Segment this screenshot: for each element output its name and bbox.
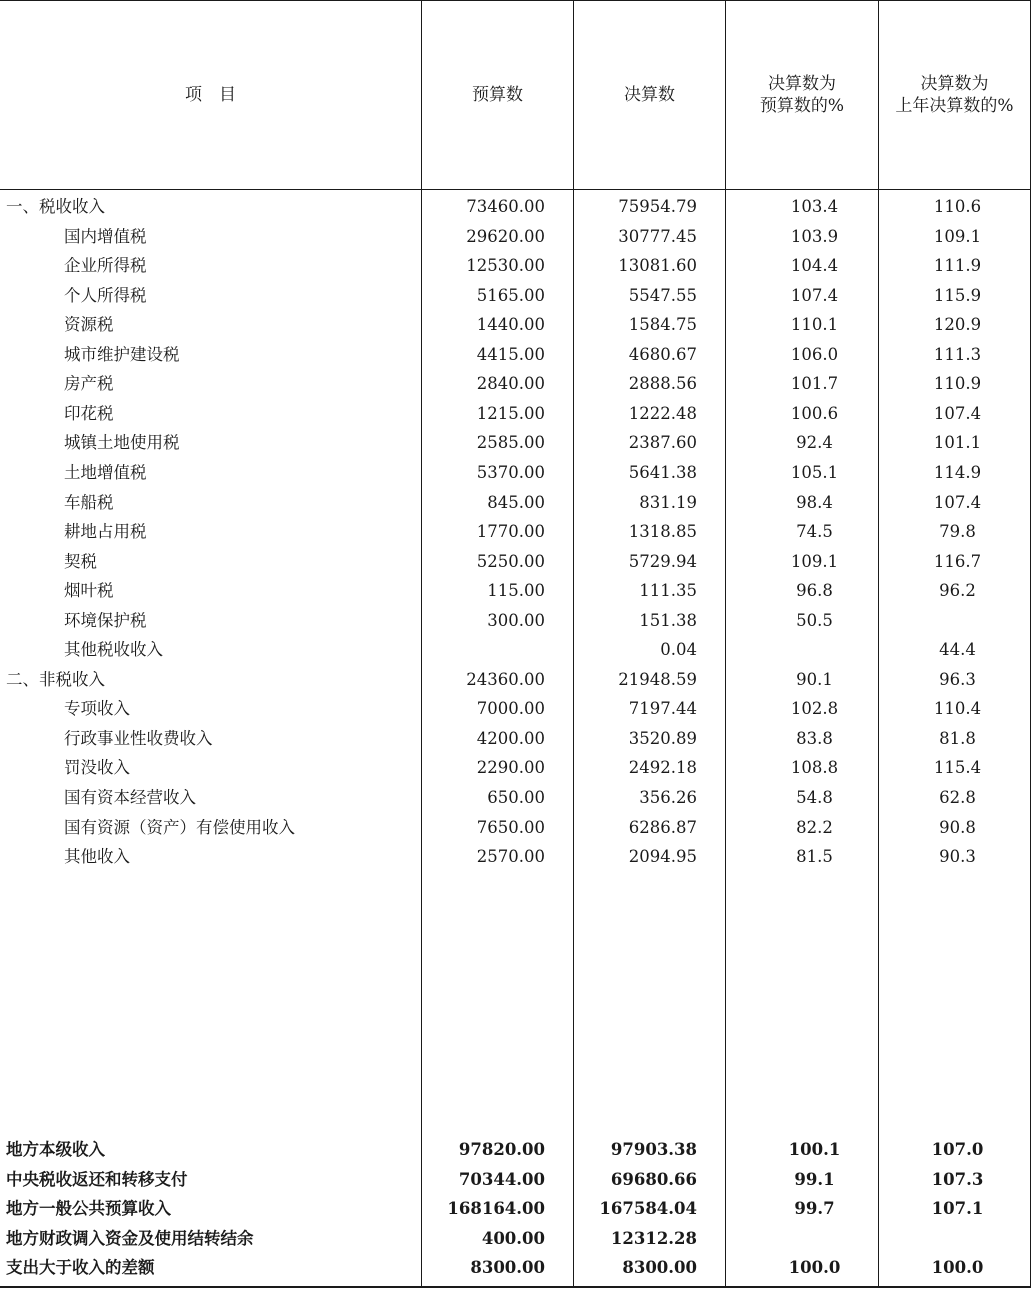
cell-pct-budget: 100.0	[788, 1258, 841, 1277]
cell-pct-last-year: 115.4	[933, 758, 982, 778]
cell-final: 151.38	[639, 610, 697, 630]
cell-final: 30777.45	[618, 226, 697, 246]
cell-final: 2888.56	[628, 374, 697, 394]
row-name: 企业所得税	[64, 256, 147, 276]
cell-final: 75954.79	[618, 197, 697, 216]
cell-final: 356.26	[639, 788, 697, 807]
cell-pct-last-year: 109.1	[933, 226, 982, 246]
cell-pct-budget: 103.9	[790, 226, 839, 246]
cell-budget: 1770.00	[476, 522, 545, 542]
total-row	[0, 1224, 1031, 1254]
cell-pct-budget	[727, 635, 902, 665]
cell-pct-budget: 109.1	[790, 551, 839, 571]
row-name: 环境保护税	[64, 610, 147, 630]
cell-pct-last-year: 114.9	[933, 462, 982, 482]
cell-pct-last-year: 116.7	[933, 551, 982, 571]
cell-final: 5729.94	[628, 551, 697, 571]
header-pct-budget-line2: 预算数的%	[759, 96, 845, 116]
cell-pct-budget: 101.7	[790, 374, 839, 394]
cell-budget: 168164.00	[447, 1199, 545, 1218]
cell-pct-last-year: 101.1	[933, 433, 982, 453]
row-name: 资源税	[64, 315, 114, 335]
header-pct-budget	[726, 0, 878, 190]
table-row	[0, 458, 1031, 488]
cell-budget: 73460.00	[466, 197, 545, 216]
row-name: 专项收入	[64, 699, 130, 719]
table-row	[0, 369, 1031, 399]
cell-final: 12312.28	[610, 1228, 697, 1248]
header-final	[574, 0, 725, 190]
cell-final: 3520.89	[628, 728, 697, 748]
cell-budget: 1215.00	[476, 403, 545, 423]
table-row	[0, 310, 1031, 340]
row-name: 房产税	[64, 374, 114, 394]
cell-pct-last-year: 111.9	[933, 256, 982, 276]
total-row	[0, 1253, 1031, 1283]
cell-pct-last-year: 96.2	[939, 581, 976, 601]
table-row	[0, 340, 1031, 370]
cell-final: 4680.67	[628, 344, 697, 364]
row-name: 契税	[64, 551, 97, 571]
row-name: 二、非税收入	[6, 669, 105, 689]
header-pct-last-year	[879, 0, 1030, 190]
header-item	[0, 0, 421, 190]
cell-pct-last-year: 62.8	[939, 788, 976, 807]
cell-final: 97903.38	[610, 1140, 697, 1159]
cell-pct-last-year: 90.3	[939, 847, 976, 867]
table-row	[0, 753, 1031, 783]
header-final-label: 决算数	[624, 85, 675, 105]
cell-pct-budget	[727, 1224, 902, 1254]
cell-final: 167584.04	[599, 1199, 697, 1218]
cell-budget: 29620.00	[466, 226, 545, 246]
row-name: 国内增值税	[64, 226, 147, 246]
cell-budget: 300.00	[487, 610, 545, 630]
cell-pct-budget: 100.1	[788, 1140, 841, 1159]
cell-pct-last-year: 120.9	[933, 315, 982, 335]
table-row	[0, 428, 1031, 458]
cell-pct-last-year: 110.4	[933, 699, 982, 719]
cell-budget: 400.00	[481, 1228, 545, 1248]
table-row	[0, 517, 1031, 547]
cell-pct-budget: 54.8	[796, 788, 833, 807]
table-row	[0, 281, 1031, 311]
row-name: 耕地占用税	[64, 522, 147, 542]
cell-budget: 2290.00	[476, 758, 545, 778]
cell-pct-last-year: 110.6	[933, 197, 982, 216]
cell-budget: 115.00	[487, 581, 545, 601]
row-name: 城市维护建设税	[64, 344, 180, 364]
cell-budget: 845.00	[487, 492, 545, 512]
cell-pct-last-year: 44.4	[939, 640, 976, 660]
table-row	[0, 222, 1031, 252]
cell-final: 2492.18	[628, 758, 697, 778]
table-row	[0, 813, 1031, 843]
cell-pct-budget: 103.4	[790, 197, 839, 216]
total-row	[0, 1194, 1031, 1224]
cell-final: 5547.55	[628, 285, 697, 305]
table-row	[0, 724, 1031, 754]
cell-budget: 5370.00	[476, 462, 545, 482]
cell-pct-budget: 90.1	[796, 669, 833, 689]
row-name: 罚没收入	[64, 758, 130, 778]
cell-final: 21948.59	[618, 669, 697, 689]
row-name: 烟叶税	[64, 581, 114, 601]
table-row	[0, 842, 1031, 872]
table-row	[0, 251, 1031, 281]
cell-pct-budget: 99.7	[794, 1199, 835, 1218]
table-row	[0, 665, 1031, 695]
cell-budget: 7650.00	[476, 817, 545, 837]
cell-final: 831.19	[639, 492, 697, 512]
cell-pct-budget: 81.5	[796, 847, 833, 867]
cell-budget: 1440.00	[476, 315, 545, 335]
cell-budget: 2840.00	[476, 374, 545, 394]
row-name: 国有资源（资产）有偿使用收入	[64, 817, 295, 837]
cell-final: 2094.95	[628, 847, 697, 867]
cell-pct-last-year: 107.4	[933, 492, 982, 512]
cell-final: 8300.00	[622, 1258, 697, 1277]
cell-budget: 2585.00	[476, 433, 545, 453]
cell-final: 1222.48	[628, 403, 697, 423]
cell-final: 5641.38	[628, 462, 697, 482]
cell-pct-budget: 98.4	[796, 492, 833, 512]
header-budget	[422, 0, 573, 190]
cell-pct-budget: 105.1	[790, 462, 839, 482]
table-bottom-rule	[0, 1286, 1031, 1288]
cell-pct-last-year: 107.1	[931, 1199, 984, 1218]
cell-final: 6286.87	[628, 817, 697, 837]
cell-budget: 5250.00	[476, 551, 545, 571]
row-name: 中央税收返还和转移支付	[6, 1169, 188, 1189]
row-name: 地方一般公共预算收入	[6, 1199, 171, 1218]
cell-pct-last-year: 115.9	[933, 285, 982, 305]
table-row	[0, 576, 1031, 606]
table-row	[0, 694, 1031, 724]
row-name: 其他税收收入	[64, 640, 163, 660]
table-row	[0, 192, 1031, 222]
cell-final: 2387.60	[628, 433, 697, 453]
table-row	[0, 635, 1031, 665]
cell-pct-budget: 99.1	[794, 1169, 835, 1189]
cell-pct-budget: 100.6	[790, 403, 839, 423]
cell-final: 13081.60	[618, 256, 697, 276]
cell-final: 7197.44	[628, 699, 697, 719]
cell-pct-budget: 50.5	[796, 610, 833, 630]
row-name: 个人所得税	[64, 285, 147, 305]
row-name: 印花税	[64, 403, 114, 423]
cell-pct-last-year: 107.0	[931, 1140, 984, 1159]
table-row	[0, 783, 1031, 813]
cell-pct-last-year: 107.3	[931, 1169, 984, 1189]
total-row	[0, 1165, 1031, 1195]
row-name: 其他收入	[64, 847, 130, 867]
cell-pct-budget: 92.4	[796, 433, 833, 453]
cell-pct-last-year: 110.9	[933, 374, 982, 394]
row-name: 行政事业性收费收入	[64, 728, 213, 748]
cell-pct-budget: 104.4	[790, 256, 839, 276]
row-name: 土地增值税	[64, 462, 147, 482]
cell-final: 69680.66	[610, 1169, 697, 1189]
cell-pct-last-year: 79.8	[939, 522, 976, 542]
cell-pct-budget: 108.8	[790, 758, 839, 778]
row-name: 车船税	[64, 492, 114, 512]
cell-budget: 24360.00	[466, 669, 545, 689]
cell-pct-budget: 102.8	[790, 699, 839, 719]
cell-pct-last-year	[880, 606, 1034, 636]
row-name: 一、税收收入	[6, 197, 105, 216]
cell-budget: 70344.00	[458, 1169, 545, 1189]
cell-pct-budget: 106.0	[790, 344, 839, 364]
table-row	[0, 488, 1031, 518]
cell-budget: 97820.00	[458, 1140, 545, 1159]
cell-pct-budget: 107.4	[790, 285, 839, 305]
cell-pct-budget: 96.8	[796, 581, 833, 601]
header-pct-last-line1: 决算数为	[920, 74, 989, 94]
row-name: 支出大于收入的差额	[6, 1258, 155, 1277]
table-row	[0, 547, 1031, 577]
cell-final: 1318.85	[628, 522, 697, 542]
cell-pct-last-year	[880, 1224, 1034, 1254]
cell-pct-last-year: 96.3	[939, 669, 976, 689]
total-row	[0, 1135, 1031, 1165]
cell-pct-last-year: 107.4	[933, 403, 982, 423]
cell-budget: 4415.00	[476, 344, 545, 364]
row-name: 国有资本经营收入	[64, 788, 196, 807]
cell-final: 111.35	[639, 581, 697, 601]
cell-budget: 4200.00	[476, 728, 545, 748]
cell-budget: 7000.00	[476, 699, 545, 719]
table-row	[0, 399, 1031, 429]
cell-pct-budget: 110.1	[790, 315, 839, 335]
header-item-label: 项 目	[185, 85, 236, 105]
cell-final: 1584.75	[628, 315, 697, 335]
row-name: 地方财政调入资金及使用结转结余	[6, 1228, 254, 1248]
cell-final: 0.04	[660, 640, 697, 660]
cell-pct-last-year: 100.0	[931, 1258, 984, 1277]
cell-budget: 5165.00	[476, 285, 545, 305]
cell-budget: 2570.00	[476, 847, 545, 867]
table-row	[0, 606, 1031, 636]
cell-pct-last-year: 111.3	[933, 344, 982, 364]
header-pct-budget-line1: 决算数为	[768, 74, 836, 94]
cell-pct-budget: 83.8	[796, 728, 833, 748]
cell-pct-last-year: 90.8	[939, 817, 976, 837]
row-name: 地方本级收入	[6, 1140, 105, 1159]
cell-pct-last-year: 81.8	[939, 728, 976, 748]
cell-budget: 650.00	[487, 788, 545, 807]
cell-budget: 12530.00	[466, 256, 545, 276]
header-pct-last-line2: 上年决算数的%	[895, 96, 1014, 116]
cell-budget: 8300.00	[470, 1258, 545, 1277]
cell-pct-budget: 82.2	[796, 817, 833, 837]
cell-pct-budget: 74.5	[796, 522, 833, 542]
row-name: 城镇土地使用税	[64, 433, 180, 453]
header-budget-label: 预算数	[472, 85, 523, 105]
